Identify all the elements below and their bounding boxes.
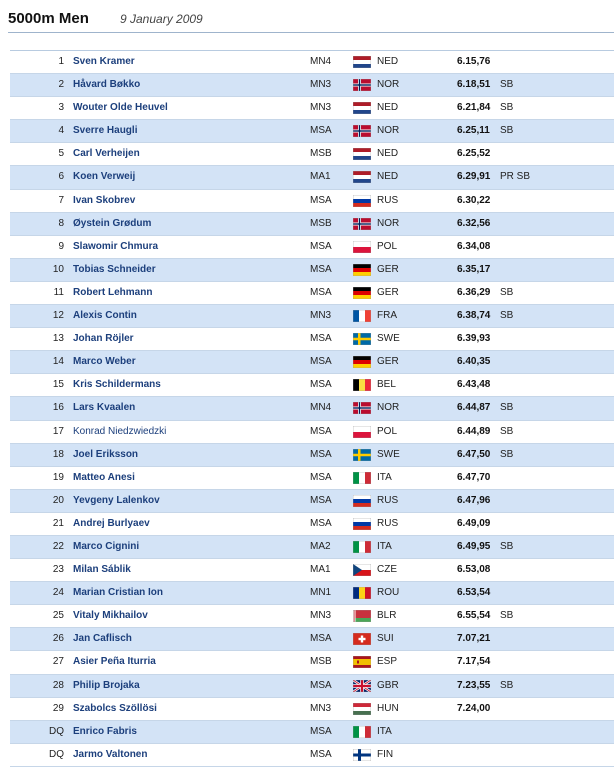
category-cell: MSA: [310, 679, 332, 691]
category-cell: MSA: [310, 633, 332, 645]
rank-cell: DQ: [49, 748, 64, 760]
record-note: SB: [500, 425, 514, 437]
rank-cell: 22: [52, 540, 64, 552]
fin-flag-icon: [353, 749, 371, 761]
ger-flag-icon: [353, 264, 371, 276]
rank-cell: 15: [52, 379, 64, 391]
athlete-name: Milan Sáblik: [73, 564, 131, 576]
nation-code: NOR: [377, 402, 400, 414]
nation-code: FRA: [377, 310, 397, 322]
category-cell: MN3: [310, 702, 332, 714]
athlete-name: Joel Eriksson: [73, 448, 139, 460]
hun-flag-icon: [353, 703, 371, 715]
result-row: [10, 259, 614, 282]
rank-cell: 29: [52, 702, 64, 714]
category-cell: MSA: [310, 333, 332, 345]
nation-code: RUS: [377, 494, 399, 506]
nation-code: SWE: [377, 333, 400, 345]
athlete-name: Vitaly Mikhailov: [73, 610, 148, 622]
category-cell: MN3: [310, 610, 332, 622]
nation-code: RUS: [377, 194, 399, 206]
ned-flag-icon: [353, 171, 371, 183]
category-cell: MA2: [310, 540, 331, 552]
rank-cell: 27: [52, 656, 64, 668]
category-cell: MSB: [310, 656, 332, 668]
cze-flag-icon: [353, 564, 371, 576]
nation-code: GER: [377, 286, 399, 298]
nation-code: BLR: [377, 610, 397, 622]
time-cell: 6.47,70: [457, 471, 491, 483]
rank-cell: 12: [52, 310, 64, 322]
result-row: [10, 328, 614, 351]
record-note: SB: [500, 402, 514, 414]
time-cell: 6.47,96: [457, 494, 491, 506]
result-row: [10, 120, 614, 143]
athlete-name: Sven Kramer: [73, 56, 135, 67]
athlete-name: Asier Peña Iturria: [73, 656, 156, 668]
time-cell: 6.44,89: [457, 425, 491, 437]
athlete-name: Ivan Skobrev: [73, 194, 136, 206]
record-note: SB: [500, 679, 514, 691]
ned-flag-icon: [353, 56, 371, 68]
result-row: [10, 190, 614, 213]
time-cell: 6.53,54: [457, 587, 491, 599]
rank-cell: 13: [52, 333, 64, 345]
result-row: [10, 628, 614, 651]
rou-flag-icon: [353, 587, 371, 599]
athlete-name: Philip Brojaka: [73, 679, 140, 691]
ned-flag-icon: [353, 148, 371, 160]
result-row: [10, 97, 614, 120]
bel-flag-icon: [353, 379, 371, 391]
record-note: SB: [500, 79, 514, 91]
nation-code: ITA: [377, 725, 392, 737]
result-row: [10, 490, 614, 513]
rank-cell: 11: [53, 286, 64, 298]
athlete-name: Marco Cignini: [73, 540, 140, 552]
rank-cell: 4: [58, 125, 64, 137]
athlete-name: Marian Cristian Ion: [73, 587, 164, 599]
category-cell: MSA: [310, 448, 332, 460]
rank-cell: 16: [52, 402, 64, 414]
category-cell: MN4: [310, 402, 332, 414]
category-cell: MN4: [310, 56, 332, 67]
time-cell: 6.49,95: [457, 540, 491, 552]
category-cell: MA1: [310, 171, 331, 183]
rank-cell: 6: [58, 171, 64, 183]
rus-flag-icon: [353, 495, 371, 507]
rank-cell: 24: [52, 587, 64, 599]
time-cell: 6.38,74: [457, 310, 491, 322]
category-cell: MSA: [310, 725, 332, 737]
nor-flag-icon: [353, 402, 371, 414]
result-row: [10, 721, 614, 744]
category-cell: MSA: [310, 240, 332, 252]
category-cell: MA1: [310, 564, 331, 576]
nation-code: RUS: [377, 517, 399, 529]
nation-code: NOR: [377, 217, 400, 229]
result-row: [10, 282, 614, 305]
result-row: [10, 51, 614, 74]
results-table: [10, 50, 614, 767]
result-row: [10, 213, 614, 236]
rus-flag-icon: [353, 518, 371, 530]
pol-flag-icon: [353, 241, 371, 253]
rank-cell: 8: [58, 217, 64, 229]
time-cell: 6.47,50: [457, 448, 491, 460]
category-cell: MSA: [310, 471, 332, 483]
nation-code: SWE: [377, 448, 400, 460]
result-row: [10, 166, 614, 189]
ger-flag-icon: [353, 356, 371, 368]
nation-code: NED: [377, 102, 399, 114]
ita-flag-icon: [353, 472, 371, 484]
time-cell: 6.44,87: [457, 402, 491, 414]
rank-cell: 21: [52, 517, 64, 529]
category-cell: MSA: [310, 356, 332, 368]
time-cell: 7.23,55: [457, 679, 491, 691]
nation-code: NED: [377, 56, 399, 67]
result-row: [10, 536, 614, 559]
swe-flag-icon: [353, 449, 371, 461]
category-cell: MN3: [310, 79, 332, 91]
ita-flag-icon: [353, 541, 371, 553]
time-cell: 6.18,51: [457, 79, 491, 91]
time-cell: 6.34,08: [457, 240, 491, 252]
athlete-name: Lars Kvaalen: [73, 402, 136, 414]
result-row: [10, 467, 614, 490]
rank-cell: 25: [52, 610, 64, 622]
result-row: [10, 698, 614, 721]
result-row: [10, 397, 614, 420]
athlete-name: Johan Röjler: [73, 333, 134, 345]
event-date: 9 January 2009: [120, 12, 203, 26]
time-cell: 6.29,91: [457, 171, 491, 183]
nation-code: BEL: [377, 379, 396, 391]
swe-flag-icon: [353, 333, 371, 345]
record-note: SB: [500, 540, 514, 552]
record-note: SB: [500, 448, 514, 460]
category-cell: MN1: [310, 587, 332, 599]
rank-cell: 17: [52, 425, 64, 437]
time-cell: 6.32,56: [457, 217, 491, 229]
nation-code: NED: [377, 171, 399, 183]
rank-cell: 7: [58, 194, 64, 206]
category-cell: MSA: [310, 748, 332, 760]
esp-flag-icon: [353, 656, 371, 668]
category-cell: MSA: [310, 379, 332, 391]
rank-cell: 9: [58, 240, 64, 252]
category-cell: MSA: [310, 425, 332, 437]
nation-code: SUI: [377, 633, 394, 645]
result-row: [10, 605, 614, 628]
category-cell: MSA: [310, 125, 332, 137]
rank-cell: 19: [52, 471, 64, 483]
result-row: [10, 744, 614, 767]
nation-code: ESP: [377, 656, 398, 668]
result-row: [10, 236, 614, 259]
record-note: SB: [500, 286, 514, 298]
record-note: SB: [500, 610, 514, 622]
result-row: [10, 143, 614, 166]
athlete-name: Jarmo Valtonen: [73, 748, 148, 760]
time-cell: 6.43,48: [457, 379, 491, 391]
category-cell: MSB: [310, 148, 332, 160]
nation-code: NOR: [377, 79, 400, 91]
athlete-name: Matteo Anesi: [73, 471, 135, 483]
time-cell: 6.39,93: [457, 333, 491, 345]
athlete-name: Øystein Grødum: [73, 217, 152, 229]
result-row: [10, 351, 614, 374]
athlete-name: Andrej Burlyaev: [73, 517, 150, 529]
rank-cell: 14: [52, 356, 64, 368]
nation-code: GER: [377, 356, 399, 368]
athlete-name: Slawomir Chmura: [73, 240, 159, 252]
category-cell: MSA: [310, 494, 332, 506]
ger-flag-icon: [353, 287, 371, 299]
record-note: PR SB: [500, 171, 531, 183]
record-note: SB: [500, 102, 514, 114]
record-note: SB: [500, 310, 514, 322]
athlete-name: Carl Verheijen: [73, 148, 140, 160]
time-cell: 6.30,22: [457, 194, 491, 206]
time-cell: 7.17,54: [457, 656, 491, 668]
athlete-name: Enrico Fabris: [73, 725, 137, 737]
category-cell: MSA: [310, 286, 332, 298]
time-cell: 6.21,84: [457, 102, 491, 114]
time-cell: 6.35,17: [457, 263, 491, 275]
time-cell: 6.36,29: [457, 286, 491, 298]
rank-cell: 23: [52, 564, 64, 576]
athlete-name: Håvard Bøkko: [73, 79, 141, 91]
record-note: SB: [500, 125, 514, 137]
time-cell: 6.15,76: [457, 56, 491, 67]
rank-cell: DQ: [49, 725, 64, 737]
athlete-name: Marco Weber: [73, 356, 136, 368]
rank-cell: 28: [52, 679, 64, 691]
time-cell: 6.25,11: [457, 125, 490, 137]
nation-code: FIN: [377, 748, 394, 760]
result-row: [10, 513, 614, 536]
nation-code: NED: [377, 148, 399, 160]
pol-flag-icon: [353, 426, 371, 438]
time-cell: 7.24,00: [457, 702, 491, 714]
time-cell: 6.55,54: [457, 610, 491, 622]
athlete-name: Tobias Schneider: [73, 263, 156, 275]
result-row: [10, 559, 614, 582]
athlete-name: Koen Verweij: [73, 171, 136, 183]
nor-flag-icon: [353, 218, 371, 230]
blr-flag-icon: [353, 610, 371, 622]
header-divider: [8, 32, 614, 33]
time-cell: 6.49,09: [457, 517, 491, 529]
result-row: [10, 305, 614, 328]
rus-flag-icon: [353, 195, 371, 207]
category-cell: MSA: [310, 517, 332, 529]
nor-flag-icon: [353, 79, 371, 91]
result-row: [10, 444, 614, 467]
athlete-name: Alexis Contin: [73, 310, 137, 322]
category-cell: MN3: [310, 310, 332, 322]
athlete-name: Wouter Olde Heuvel: [73, 102, 168, 114]
nation-code: GBR: [377, 679, 399, 691]
nation-code: GER: [377, 263, 399, 275]
time-cell: 7.07,21: [457, 633, 491, 645]
nation-code: POL: [377, 240, 398, 252]
time-cell: 6.25,52: [457, 148, 491, 160]
rank-cell: 26: [52, 633, 64, 645]
category-cell: MSA: [310, 263, 332, 275]
nation-code: ITA: [377, 471, 392, 483]
rank-cell: 5: [58, 148, 64, 160]
category-cell: MSB: [310, 217, 332, 229]
athlete-name: Jan Caflisch: [73, 633, 132, 645]
nor-flag-icon: [353, 125, 371, 137]
result-row: [10, 74, 614, 97]
result-row: [10, 421, 614, 444]
rank-cell: 10: [52, 263, 64, 275]
athlete-name: Robert Lehmann: [73, 286, 153, 298]
nation-code: POL: [377, 425, 398, 437]
result-row: [10, 651, 614, 674]
sui-flag-icon: [353, 633, 371, 645]
page-header: [0, 0, 616, 34]
ita-flag-icon: [353, 726, 371, 738]
nation-code: NOR: [377, 125, 400, 137]
rank-cell: 2: [58, 79, 64, 91]
gbr-flag-icon: [353, 680, 371, 692]
page-title: 5000m Men: [8, 10, 89, 27]
time-cell: 6.40,35: [457, 356, 491, 368]
nation-code: ITA: [377, 540, 392, 552]
result-row: [10, 582, 614, 605]
athlete-name: Szabolcs Szöllösi: [73, 702, 157, 714]
athlete-name: Yevgeny Lalenkov: [73, 494, 160, 506]
nation-code: CZE: [377, 564, 397, 576]
result-row: [10, 374, 614, 397]
athlete-name: Konrad Niedzwiedzki: [73, 425, 167, 437]
category-cell: MSA: [310, 194, 332, 206]
nation-code: HUN: [377, 702, 399, 714]
athlete-name: Kris Schildermans: [73, 379, 161, 391]
athlete-name: Sverre Haugli: [73, 125, 138, 137]
time-cell: 6.53,08: [457, 564, 491, 576]
ned-flag-icon: [353, 102, 371, 114]
rank-cell: 1: [58, 56, 64, 67]
rank-cell: 3: [58, 102, 64, 114]
result-row: [10, 675, 614, 698]
rank-cell: 20: [52, 494, 64, 506]
category-cell: MN3: [310, 102, 332, 114]
rank-cell: 18: [52, 448, 64, 460]
nation-code: ROU: [377, 587, 400, 599]
fra-flag-icon: [353, 310, 371, 322]
